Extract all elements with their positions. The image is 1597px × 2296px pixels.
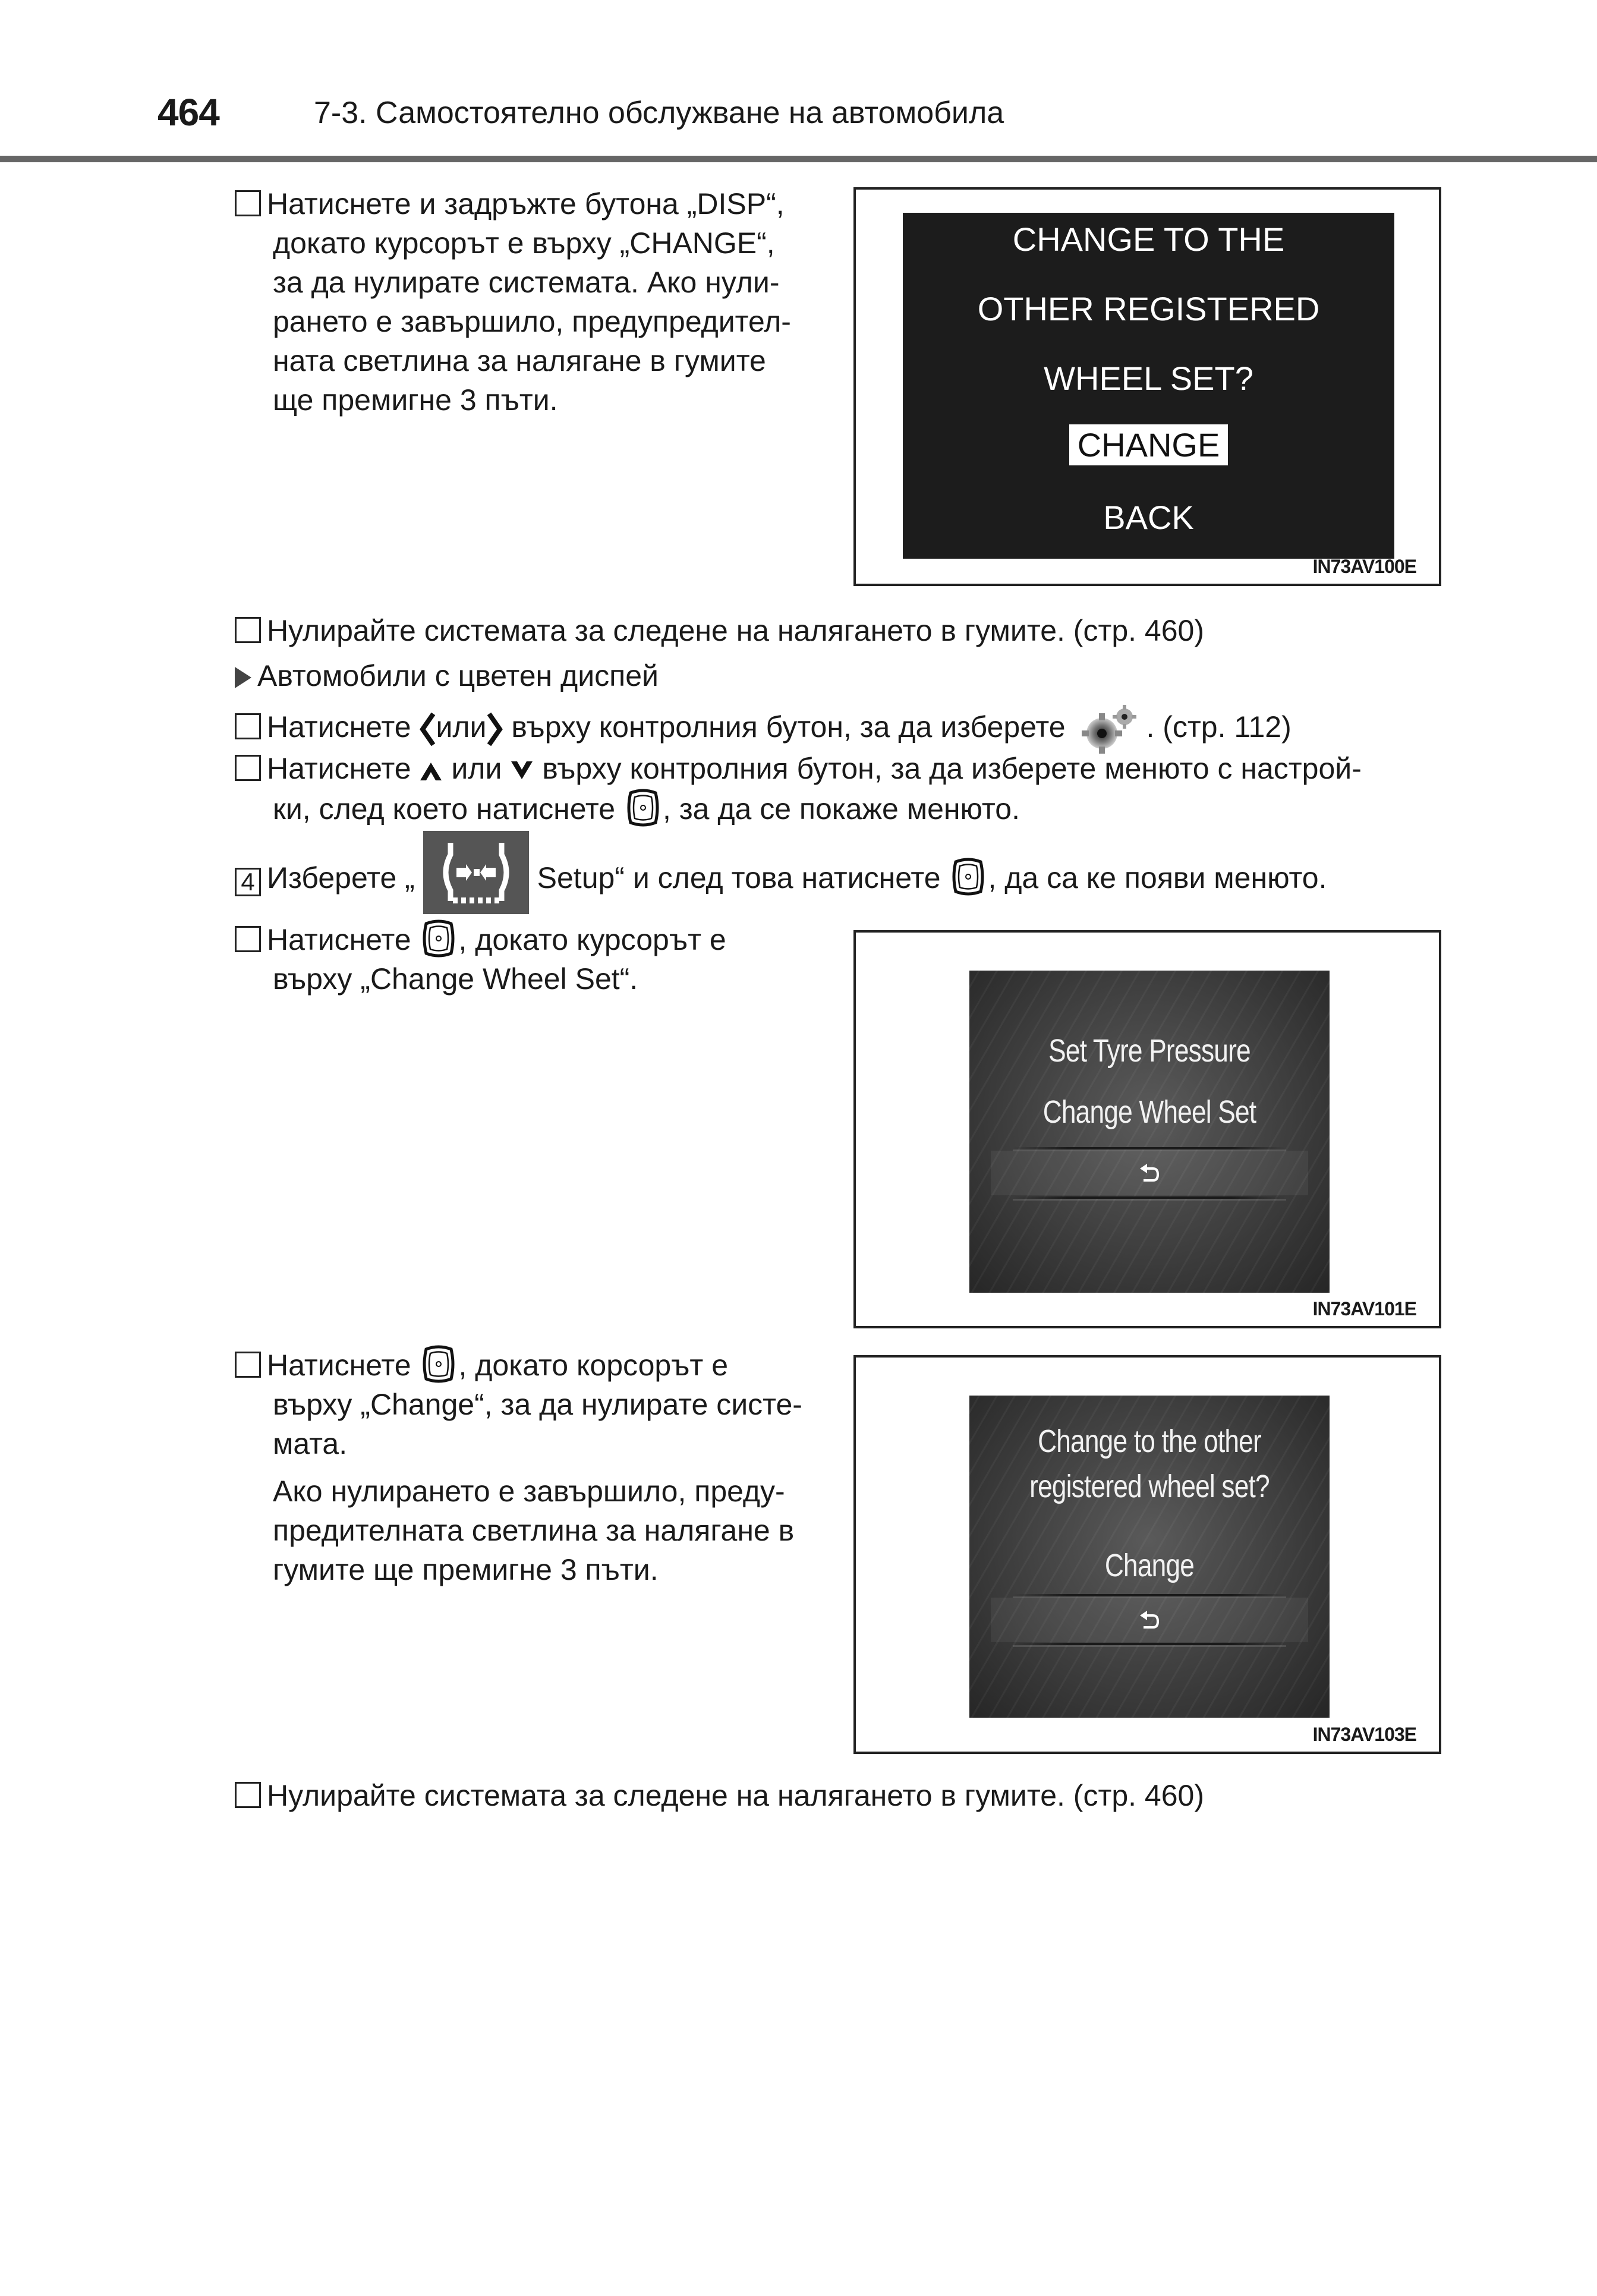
- figure-monochrome-display: [853, 187, 1441, 586]
- change-option-selected[interactable]: CHANGE: [1069, 424, 1229, 465]
- step-text: върху „Change“, за да нулирате систе-: [273, 1388, 802, 1421]
- back-option[interactable]: BACK: [1103, 499, 1194, 536]
- step-reset-tpms: [235, 611, 1204, 650]
- step-text: Натиснете: [267, 1349, 411, 1382]
- step-text: Натиснете: [267, 710, 411, 744]
- figure-color-display-menu: [853, 930, 1441, 1328]
- screen-line: WHEEL SET?: [1044, 360, 1253, 397]
- checkbox-icon: [235, 190, 261, 216]
- header-divider: [0, 156, 1597, 162]
- checkbox-icon: [235, 713, 261, 739]
- figure-id: IN73AV101E: [1312, 1298, 1416, 1319]
- step-text: мата.: [273, 1427, 348, 1460]
- confirm-question: registered wheel set?: [1029, 1469, 1270, 1504]
- menu-item-change-wheel-set[interactable]: Change Wheel Set: [1042, 1094, 1256, 1130]
- step-text: или: [436, 710, 487, 744]
- menu-item-set-tyre-pressure[interactable]: Set Tyre Pressure: [1048, 1033, 1250, 1069]
- subheading-color-display: [235, 656, 659, 695]
- menu-divider: [1013, 1594, 1287, 1596]
- step-text: Нулирайте системата за следене на налягането в гумите. (стр. 460): [267, 614, 1205, 647]
- confirm-question: Change to the other: [1038, 1423, 1261, 1459]
- step-text: Натиснете и задръжте бутона „DISP“,: [267, 187, 785, 221]
- checkbox-icon: [235, 1782, 261, 1808]
- step-reset-tpms-final: [235, 1776, 1204, 1815]
- chevron-left-icon: [419, 711, 436, 747]
- step-confirm-change: [235, 1344, 829, 1589]
- subheading-text: Автомобили с цветен диспей: [257, 659, 659, 692]
- checkbox-icon: [235, 1352, 261, 1378]
- checkbox-icon: [235, 926, 261, 952]
- note-text: предителната светлина за налягане в: [273, 1514, 795, 1547]
- chevron-up-icon: [419, 760, 443, 782]
- return-arrow-icon: [1138, 1610, 1161, 1631]
- gear-icon: [1077, 703, 1142, 756]
- enter-button-icon: [626, 788, 660, 827]
- step-text: Натиснете: [267, 923, 411, 956]
- menu-divider: [1013, 1147, 1287, 1149]
- step-text: , за да се покаже менюто.: [662, 792, 1020, 826]
- enter-button-icon: [421, 919, 456, 958]
- screen-line: OTHER REGISTERED: [977, 290, 1320, 327]
- screen-line: CHANGE TO THE: [1012, 221, 1285, 258]
- color-screen: [969, 1396, 1330, 1718]
- step-text: върху контролния бутон, за да изберете: [511, 710, 1066, 744]
- section-title: 7-3. Самостоятелно обслужване на автомобила: [314, 96, 1004, 130]
- enter-button-icon: [421, 1344, 456, 1384]
- back-button[interactable]: [991, 1151, 1308, 1195]
- step-text: рането е завършило, предупредител-: [273, 305, 791, 338]
- triangle-bullet-icon: [235, 667, 251, 688]
- checkbox-icon: [235, 617, 261, 643]
- tyre-pressure-warning-icon: [423, 831, 529, 914]
- step-text: или: [451, 752, 502, 785]
- color-screen: [969, 971, 1330, 1293]
- step-text: ще премигне 3 пъти.: [273, 383, 558, 417]
- checkbox-icon: [235, 755, 261, 781]
- figure-id: IN73AV100E: [1312, 556, 1416, 577]
- step-text: Setup“ и след това натиснете: [537, 861, 941, 895]
- note-text: гумите ще премигне 3 пъти.: [273, 1553, 659, 1586]
- step-open-settings-menu: [235, 749, 1453, 829]
- step-text: върху контролния бутон, за да изберете менюто с настрой-: [542, 752, 1362, 785]
- step-text: Нулирайте системата за следене на налягането в гумите. (стр. 460): [267, 1779, 1205, 1812]
- chevron-down-icon: [510, 760, 534, 782]
- enter-button-icon: [951, 857, 985, 896]
- step-select-tpms-setup: [235, 831, 1327, 914]
- step-select-settings: [235, 703, 1292, 756]
- step-text: Натиснете: [267, 752, 411, 785]
- menu-divider: [1013, 1643, 1287, 1645]
- step-text: , докато курсорът е: [458, 923, 726, 956]
- step-text: докато курсорът е върху „CHANGE“,: [273, 226, 775, 260]
- step-text: за да нулирате системата. Ако нули-: [273, 266, 780, 299]
- step-text: , докато корсорът е: [458, 1349, 729, 1382]
- step-text: ната светлина за налягане в гумите: [273, 344, 766, 377]
- back-button[interactable]: [991, 1598, 1308, 1642]
- step-text: . (стр. 112): [1146, 710, 1292, 744]
- step-text: ки, след което натиснете: [273, 792, 616, 826]
- step-select-change-wheel-set: [235, 919, 829, 999]
- step-text: , да са ке появи менюто.: [988, 861, 1327, 895]
- step-reset-disp: [235, 184, 829, 420]
- step-text: върху „Change Wheel Set“.: [273, 962, 638, 996]
- step-text: Изберете „: [267, 861, 415, 895]
- change-option[interactable]: Change: [1104, 1548, 1195, 1583]
- figure-id: IN73AV103E: [1312, 1724, 1416, 1745]
- step-number: 4: [235, 868, 261, 896]
- page-number: 464: [158, 91, 219, 134]
- figure-color-display-confirm: [853, 1355, 1441, 1754]
- return-arrow-icon: [1138, 1163, 1161, 1184]
- monochrome-screen: [903, 213, 1394, 559]
- chevron-right-icon: [487, 711, 503, 747]
- note-text: Ако нулирането е завършило, преду-: [273, 1475, 785, 1508]
- menu-divider: [1013, 1196, 1287, 1199]
